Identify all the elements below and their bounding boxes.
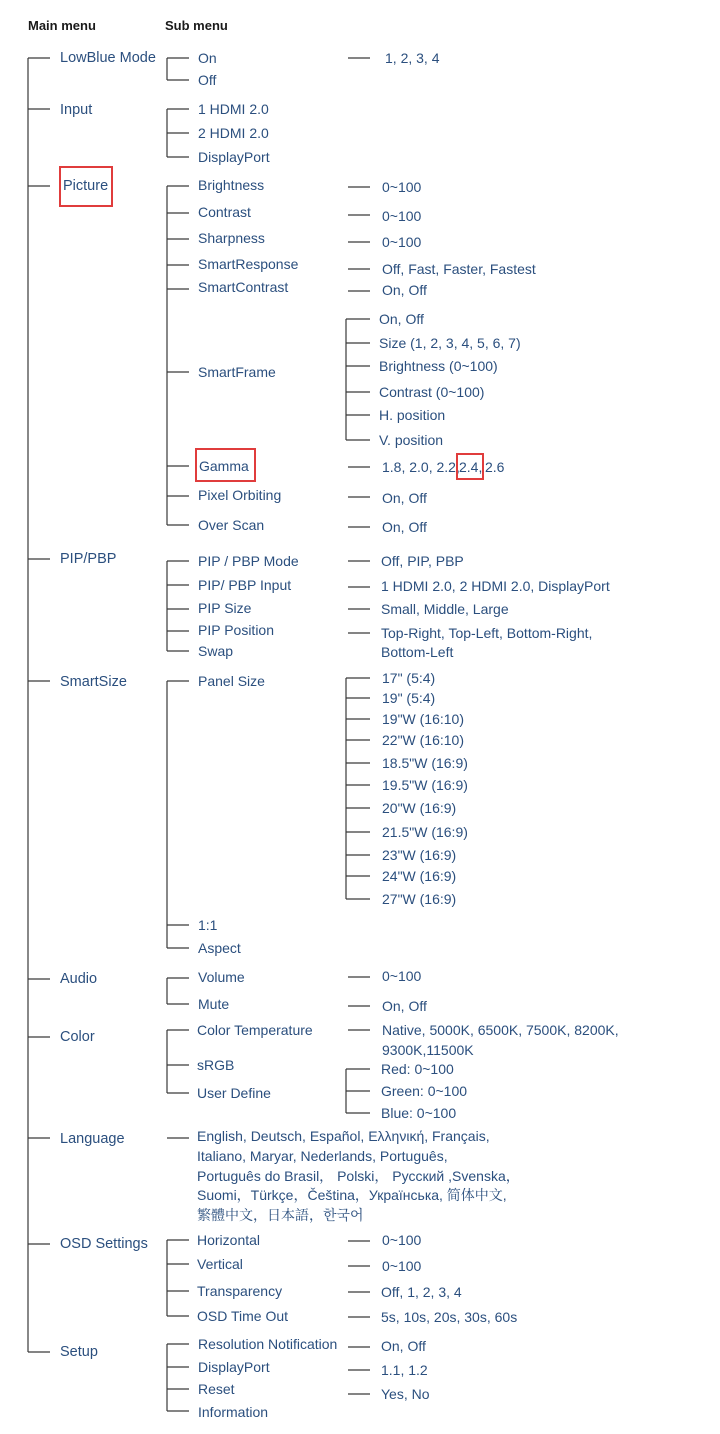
- sub-item-panel-size: Panel Size: [198, 673, 265, 689]
- main-item-audio: Audio: [60, 971, 98, 987]
- value-osd-transparency: Off, 1, 2, 3, 4: [381, 1284, 462, 1300]
- value-contrast: 0~100: [382, 208, 422, 224]
- main-item-lowblue-mode: LowBlue Mode: [60, 50, 156, 66]
- value-pip-mode: Off, PIP, PBP: [381, 553, 464, 569]
- value-panel-size: 19"W (16:10): [382, 711, 465, 727]
- value-user-define-green: Green: 0~100: [381, 1083, 468, 1099]
- value-pip-input: 1 HDMI 2.0, 2 HDMI 2.0, DisplayPort: [381, 578, 610, 594]
- sub-item-1to1: 1:1: [198, 917, 218, 933]
- value-panel-size: 27"W (16:9): [382, 891, 457, 907]
- value-smartframe-vposition: V. position: [379, 432, 444, 448]
- main-item-picture: Picture: [63, 178, 109, 194]
- value-brightness: 0~100: [382, 179, 422, 195]
- value-pip-position-line1: Top-Right, Top-Left, Bottom-Right,: [381, 625, 593, 641]
- value-language-line2: Italiano, Maryar, Nederlands, Português,: [197, 1148, 448, 1164]
- value-over-scan: On, Off: [382, 519, 427, 535]
- sub-item-reset: Reset: [198, 1381, 235, 1397]
- value-osd-vertical: 0~100: [382, 1258, 422, 1274]
- sub-item-gamma: Gamma: [199, 458, 249, 474]
- sub-item-on: On: [198, 50, 217, 66]
- sub-item-horizontal: Horizontal: [197, 1232, 261, 1248]
- highlight-gamma: [195, 448, 256, 482]
- sub-item-smartframe: SmartFrame: [198, 364, 276, 380]
- sub-item-sharpness: Sharpness: [198, 230, 265, 246]
- sub-item-mute: Mute: [198, 996, 230, 1012]
- sub-item-hdmi1: 1 HDMI 2.0: [198, 101, 269, 117]
- sub-item-displayport: DisplayPort: [198, 149, 270, 165]
- sub-item-pip-pbp-input: PIP/ PBP Input: [198, 577, 292, 593]
- sub-item-osd-time-out: OSD Time Out: [197, 1308, 289, 1324]
- sub-menu-header: Sub menu: [165, 18, 228, 33]
- sub-item-aspect: Aspect: [198, 940, 241, 956]
- value-panel-size: 17" (5:4): [382, 670, 436, 686]
- sub-item-pip-size: PIP Size: [198, 600, 252, 616]
- main-item-setup: Setup: [60, 1344, 98, 1360]
- highlight-gamma-value: [456, 453, 484, 480]
- value-language-line1: English, Deutsch, Español, Ελληνική, Français,: [197, 1128, 490, 1144]
- sub-item-volume: Volume: [198, 969, 245, 985]
- sub-item-vertical: Vertical: [197, 1256, 243, 1272]
- value-smartframe-contrast: Contrast (0~100): [379, 384, 485, 400]
- sub-item-pip-pbp-mode: PIP / PBP Mode: [198, 553, 299, 569]
- value-smartframe-hposition: H. position: [379, 407, 446, 423]
- sub-item-contrast: Contrast: [198, 204, 251, 220]
- value-smartframe-size: Size (1, 2, 3, 4, 5, 6, 7): [379, 335, 521, 351]
- value-gamma-selected: 2.4,: [459, 459, 483, 475]
- main-item-language: Language: [60, 1131, 125, 1147]
- value-setup-reset: Yes, No: [381, 1386, 430, 1402]
- value-smartframe-onoff: On, Off: [379, 311, 424, 327]
- value-osd-timeout: 5s, 10s, 20s, 30s, 60s: [381, 1309, 518, 1325]
- sub-item-information: Information: [198, 1404, 269, 1420]
- sub-item-color-temperature: Color Temperature: [197, 1022, 313, 1038]
- sub-item-srgb: sRGB: [197, 1057, 235, 1073]
- value-language-line4: Suomi，Türkçe，Čeština，Українська, 简体中文,: [197, 1187, 507, 1203]
- value-panel-size: 19.5"W (16:9): [382, 777, 468, 793]
- main-item-input: Input: [60, 102, 93, 118]
- sub-item-pixel-orbiting: Pixel Orbiting: [198, 487, 282, 503]
- sub-item-user-define: User Define: [197, 1085, 271, 1101]
- value-setup-displayport: 1.1, 1.2: [381, 1362, 428, 1378]
- value-sharpness: 0~100: [382, 234, 422, 250]
- value-panel-size: 24"W (16:9): [382, 868, 457, 884]
- value-panel-size: 22"W (16:10): [382, 732, 465, 748]
- value-osd-horizontal: 0~100: [382, 1232, 422, 1248]
- value-smartframe-brightness: Brightness (0~100): [379, 358, 498, 374]
- sub-item-smartcontrast: SmartContrast: [198, 279, 289, 295]
- value-language-line5: 繁體中文，日本語，한국어: [197, 1207, 364, 1223]
- sub-item-swap: Swap: [198, 643, 234, 659]
- sub-item-over-scan: Over Scan: [198, 517, 265, 533]
- sub-item-smartresponse: SmartResponse: [198, 256, 299, 272]
- value-pixel-orbiting: On, Off: [382, 490, 427, 506]
- value-panel-size: 23"W (16:9): [382, 847, 457, 863]
- main-menu-header: Main menu: [28, 18, 96, 33]
- sub-item-transparency: Transparency: [197, 1283, 283, 1299]
- value-user-define-red: Red: 0~100: [381, 1061, 454, 1077]
- value-volume: 0~100: [382, 968, 422, 984]
- value-panel-size: 18.5"W (16:9): [382, 755, 468, 771]
- value-color-temp-line1: Native, 5000K, 6500K, 7500K, 8200K,: [382, 1022, 619, 1038]
- value-color-temp-line2: 9300K,11500K: [382, 1042, 474, 1058]
- highlight-picture: [59, 166, 113, 207]
- value-user-define-blue: Blue: 0~100: [381, 1105, 457, 1121]
- value-mute: On, Off: [382, 998, 427, 1014]
- main-item-smartsize: SmartSize: [60, 674, 127, 690]
- value-lowblue-levels: 1, 2, 3, 4: [385, 50, 440, 66]
- main-item-color: Color: [60, 1029, 95, 1045]
- sub-item-brightness: Brightness: [198, 177, 265, 193]
- sub-item-hdmi2: 2 HDMI 2.0: [198, 125, 269, 141]
- value-gamma-last: 2.6: [485, 459, 505, 475]
- value-resolution-notification: On, Off: [381, 1338, 426, 1354]
- sub-item-pip-position: PIP Position: [198, 622, 275, 638]
- main-item-osd-settings: OSD Settings: [60, 1236, 148, 1252]
- main-item-pip-pbp: PIP/PBP: [60, 551, 117, 567]
- sub-item-setup-displayport: DisplayPort: [198, 1359, 270, 1375]
- value-panel-size: 19" (5:4): [382, 690, 436, 706]
- value-gamma-options: 1.8, 2.0, 2.2,: [382, 459, 460, 475]
- value-panel-size: 21.5"W (16:9): [382, 824, 468, 840]
- value-language-line3: Português do Brasil， Polski， Русский ,Svenska，: [197, 1168, 520, 1184]
- sub-item-off: Off: [198, 72, 217, 88]
- value-pip-size: Small, Middle, Large: [381, 601, 509, 617]
- value-pip-position-line2: Bottom-Left: [381, 644, 454, 660]
- value-smartcontrast: On, Off: [382, 282, 427, 298]
- value-smartresponse: Off, Fast, Faster, Fastest: [382, 261, 536, 277]
- value-panel-size: 20"W (16:9): [382, 800, 457, 816]
- sub-item-resolution-notification: Resolution Notification: [198, 1336, 338, 1352]
